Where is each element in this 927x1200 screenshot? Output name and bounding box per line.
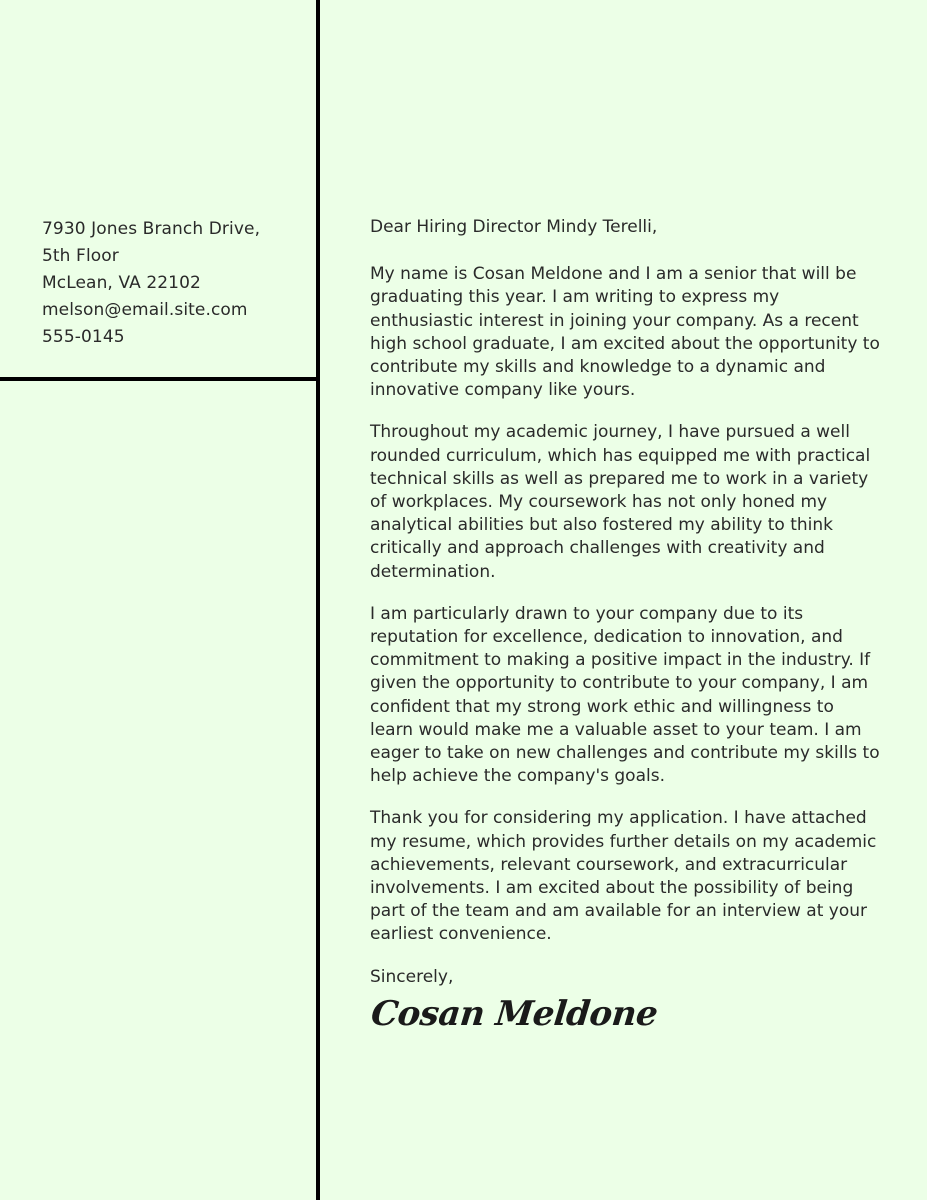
horizontal-divider	[0, 377, 318, 381]
sender-email: melson@email.site.com	[42, 300, 248, 320]
signature: Cosan Meldone	[369, 993, 660, 1034]
sender-phone: 555-0145	[42, 327, 125, 347]
sender-contact-block	[42, 216, 307, 351]
letter-body	[370, 216, 882, 1032]
paragraph-2: Throughout my academic journey, I have pursued a well rounded curriculum, which has equipped me with practical technical skills as well as prepared me to work in a variety of workplaces. My coursework has not only honed my analytical abilities but also fostered my ability to think critically and approach challenges with creativity and determination.	[370, 422, 871, 582]
paragraph-4: Thank you for considering my application. I have attached my resume, which provides further details on my academic achievements, relevant coursework, and extracurricular involvements. I am excited about the possibility of being part of the team and am available for an interview at your earliest convenience.	[370, 808, 877, 945]
paragraph-3: I am particularly drawn to your company due to its reputation for excellence, dedication to innovation, and commitment to making a positive impact in the industry. If given the opportunity to contribute to your company, I am confident that my strong work ethic and willingness to learn would make me a valuable asset to your team. I am eager to take on new challenges and contribute my skills to help achieve the company's goals.	[370, 603, 880, 787]
address-line-2: 5th Floor	[42, 246, 119, 266]
city-state-zip: McLean, VA 22102	[42, 273, 201, 293]
paragraph-1: My name is Cosan Meldone and I am a senior that will be graduating this year. I am writing to express my enthusiastic interest in joining your company. As a recent high school graduate, I am excited about the opportunity to contribute my skills and knowledge to a dynamic and innovative company like yours.	[370, 264, 880, 401]
vertical-divider	[316, 0, 320, 1200]
closing: Sincerely,	[370, 966, 454, 987]
address-line-1: 7930 Jones Branch Drive,	[42, 219, 261, 239]
greeting: Dear Hiring Director Mindy Terelli,	[370, 217, 658, 237]
